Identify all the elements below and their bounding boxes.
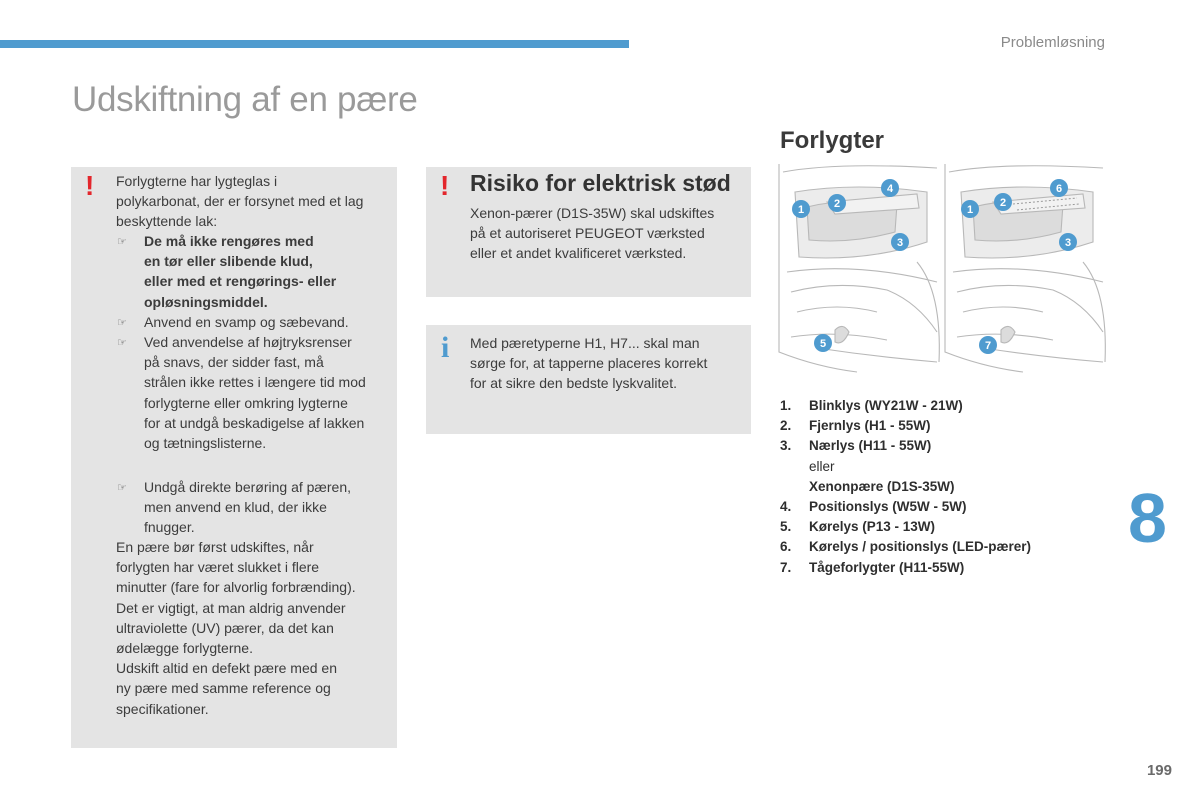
info-icon: i — [441, 331, 450, 364]
top-accent-bar — [0, 40, 629, 48]
headlamps-heading: Forlygter — [780, 127, 885, 154]
warning-exclamation-icon: ! — [85, 170, 95, 201]
bullet-arrow-icon: ☞ — [117, 482, 127, 494]
electric-shock-title: Risiko for elektrisk stød — [470, 170, 731, 196]
warning-bullet-pressure-washer: Ved anvendelse af højtryksrenser på snavs, der sidder fast, må strålen ikke rettes i længere tid mod forlygterne eller omkring lygterne for at undgå beskadigelse af lakken og tætningslisterne. — [144, 334, 366, 452]
page-number: 199 — [1146, 762, 1172, 779]
headlamp-illustration — [777, 162, 1109, 374]
callout-2-label: 2 — [833, 198, 841, 210]
chapter-number: 8 — [1128, 479, 1167, 557]
bullet-arrow-icon: ☞ — [117, 317, 127, 329]
callout-5-label: 5 — [819, 338, 827, 350]
callout-4-label: 4 — [886, 183, 894, 195]
callout-3-label: 3 — [896, 237, 904, 249]
warning-bullet-sponge: Anvend en svamp og sæbevand. — [144, 314, 349, 330]
callout-1-label: 1 — [966, 204, 974, 216]
bullet-arrow-icon: ☞ — [117, 236, 127, 248]
electric-shock-text: Xenon-pærer (D1S-35W) skal udskiftes på et autoriseret PEUGEOT værksted eller et andet kvalificeret værksted. — [470, 205, 715, 262]
bullet-arrow-icon: ☞ — [117, 337, 127, 349]
callout-6-label: 6 — [1055, 183, 1063, 195]
warning-bullet-touch: Undgå direkte berøring af pæren, men anvend en klud, der ikke fnugger. — [144, 479, 351, 536]
warning-intro: Forlygterne har lygteglas i polykarbonat, der er forsynet med et lag beskyttende lak: — [116, 173, 364, 230]
callout-3-label: 3 — [1064, 237, 1072, 249]
callout-1-label: 1 — [797, 204, 805, 216]
info-text: Med pæretyperne H1, H7... skal man sørge for, at tapperne placeres korrekt for at sikre den bedste lyskvalitet. — [470, 335, 708, 392]
warning-bullet-cleaning: De må ikke rengøres med en tør eller slibende klud, eller med et rengørings- eller opløsningsmiddel. — [144, 233, 337, 310]
callout-2-label: 2 — [999, 197, 1007, 209]
warning-exclamation-icon: ! — [440, 170, 450, 201]
section-label: Problemløsning — [1000, 34, 1105, 51]
page-title: Udskiftning af en pære — [72, 80, 418, 119]
callout-7-label: 7 — [984, 340, 992, 352]
warning-outro: En pære bør først udskiftes, når forlygten har været slukket i flere minutter (fare for alvorlig forbrænding). Det er vigtigt, at man aldrig anvender ultraviolette (UV) pærer, da det kan ødelægge forlygterne. Udskift altid en defekt pære med en ny pære med samme reference og specifikationer. — [116, 539, 356, 717]
